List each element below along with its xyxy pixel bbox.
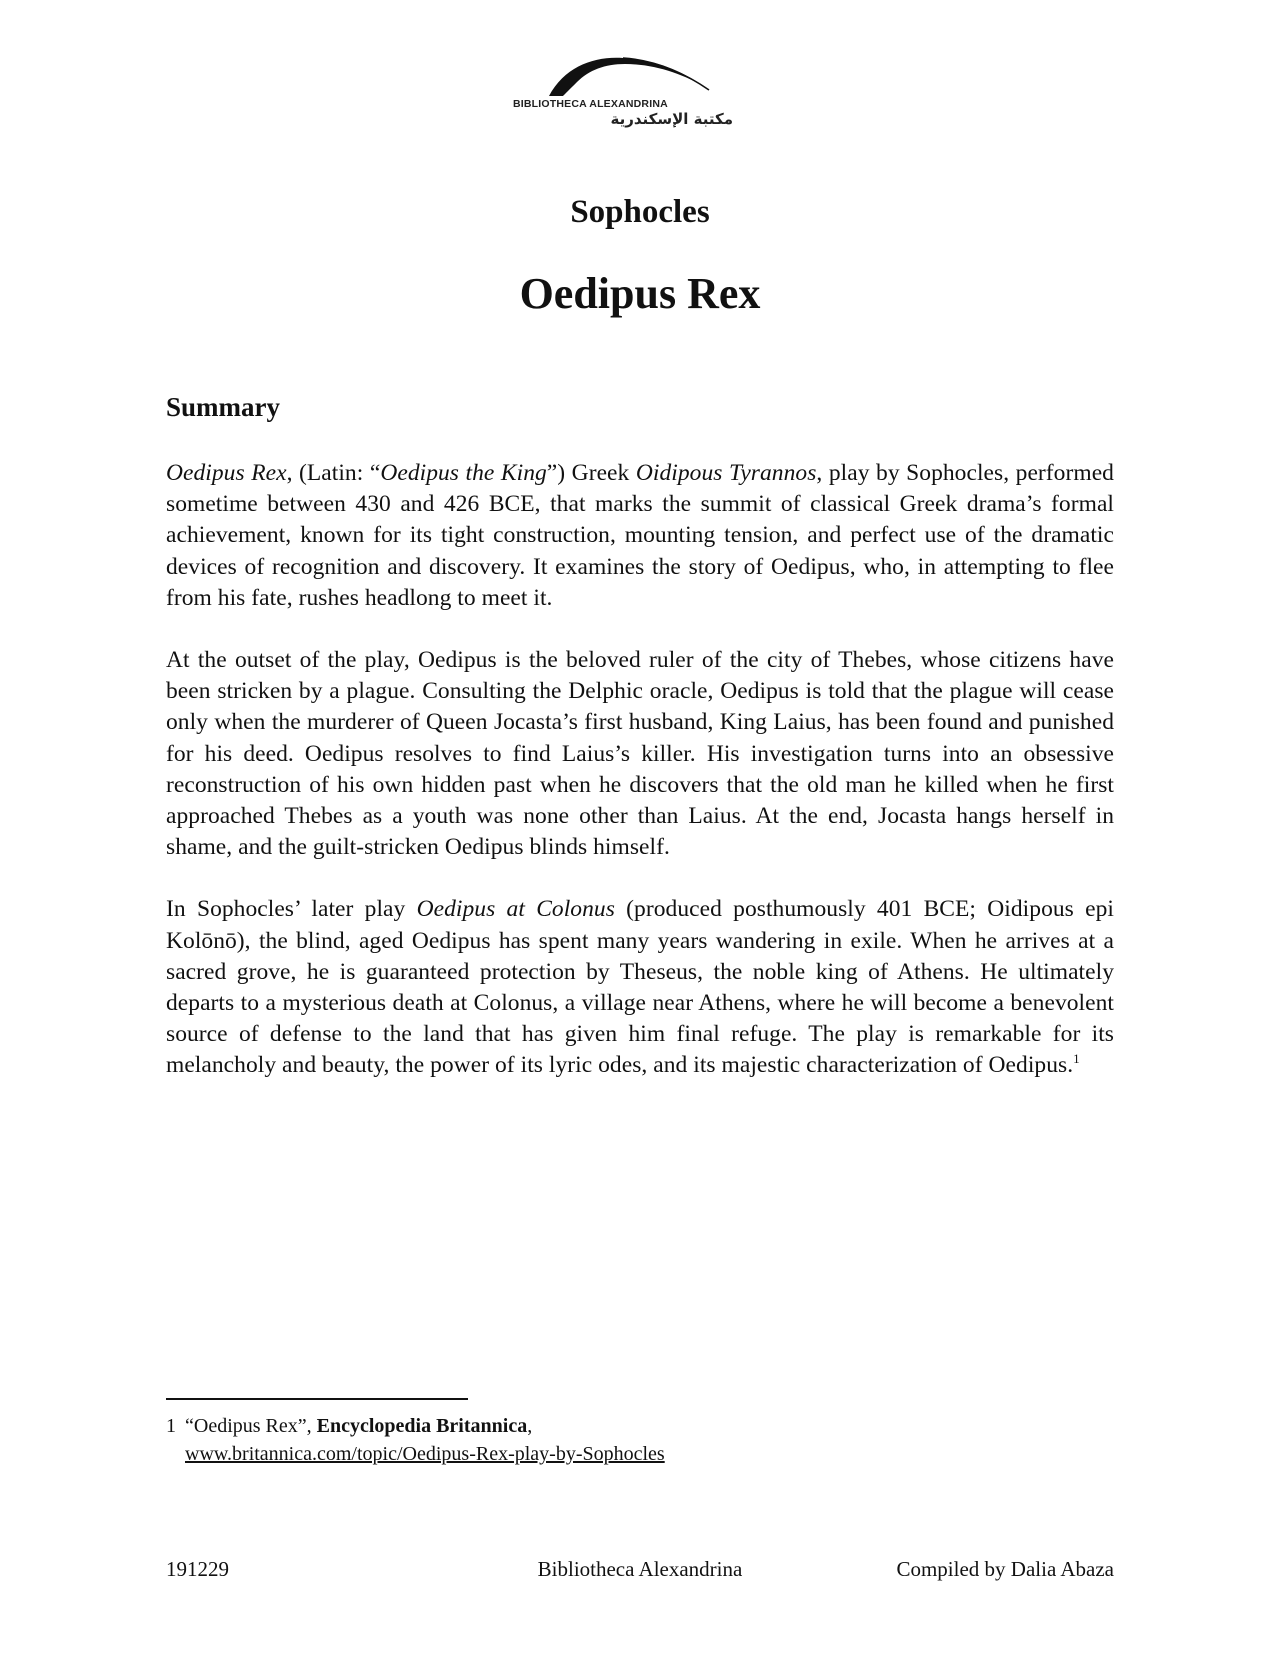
summary-heading: Summary <box>166 392 280 422</box>
text-run: ”) Greek <box>546 460 636 486</box>
bibliotheca-alexandrina-logo <box>505 48 737 134</box>
footnote-source: Encyclopedia Britannica <box>316 1415 528 1437</box>
text-run: , play by Sophocles, performed sometime between 430 and 426 BCE, that marks the summit of classical Greek drama’s formal achievement, known for its tight construction, mounting tension, and perfect use of the dramatic devices of recognition and discovery. It examines the story of Oedipus, who, in attempting to flee from his fate, rushes headlong to meet it. <box>166 460 1114 611</box>
text-run: , (Latin: “ <box>286 460 381 486</box>
footnote-reference[interactable]: 1 <box>1073 1051 1080 1067</box>
footer-compiler: Compiled by Dalia Abaza <box>896 1557 1114 1581</box>
summary-body <box>166 458 1114 1113</box>
italic-title: Oedipus at Colonus <box>416 896 615 923</box>
footnote <box>166 1412 1066 1468</box>
author-name: Sophocles <box>570 194 710 230</box>
italic-title: Oedipus Rex <box>166 460 287 486</box>
footnote-number: 1 <box>166 1415 176 1437</box>
footnote-comma: , <box>527 1415 533 1437</box>
footer-institution: Bibliotheca Alexandrina <box>537 1557 743 1581</box>
italic-title: Oedipus the King <box>380 460 547 486</box>
footer-date-code: 191229 <box>166 1557 229 1581</box>
summary-paragraph-2: At the outset of the play, Oedipus is the beloved ruler of the city of Thebes, whose citizens have been stricken by a plague. Consulting the Delphic oracle, Oedipus is told that the plague will cease only when the murderer of Queen Jocasta’s first husband, King Laius, has been found and punished for his deed. Oedipus resolves to find Laius’s killer. His investigation turns into an obsessive reconstruction of his own hidden past when he discovers that the old man he killed when he first approached Thebes as a youth was none other than Laius. At the end, Jocasta hangs herself in shame, and the guilt-stricken Oedipus blinds himself. <box>166 647 1114 861</box>
summary-paragraph-3 <box>166 894 1114 1081</box>
logo-arabic-text: مكتبة الإسكندرية <box>610 110 733 128</box>
text-run: (produced posthumously 401 BCE; Oidipous epi Kolōnō), the blind, aged Oedipus has spent many years wandering in exile. When he arrives at a sacred grove, he is guaranteed protection by Theseus, the noble king of Athens. He ultimately departs to a mysterious death at Colonus, a village near Athens, where he will become a benevolent source of defense to the land that has given him final refuge. The play is remarkable for its melancholy and beauty, the power of its lyric odes, and its majestic characterization of Oedipus. <box>166 896 1114 1079</box>
text-run: In Sophocles’ later play <box>166 896 417 923</box>
italic-title: Oidipous Tyrannos <box>635 460 817 486</box>
document-title: Oedipus Rex <box>519 269 761 318</box>
page-footer <box>166 1557 1114 1587</box>
footnote-separator <box>166 1398 468 1400</box>
logo-latin-text: BIBLIOTHECA ALEXANDRINA <box>513 98 668 110</box>
summary-paragraph-1 <box>166 458 1114 614</box>
footnote-url-link[interactable]: www.britannica.com/topic/Oedipus-Rex-play-by-Sophocles <box>185 1443 665 1465</box>
footnote-title: “Oedipus Rex”, <box>180 1415 317 1437</box>
